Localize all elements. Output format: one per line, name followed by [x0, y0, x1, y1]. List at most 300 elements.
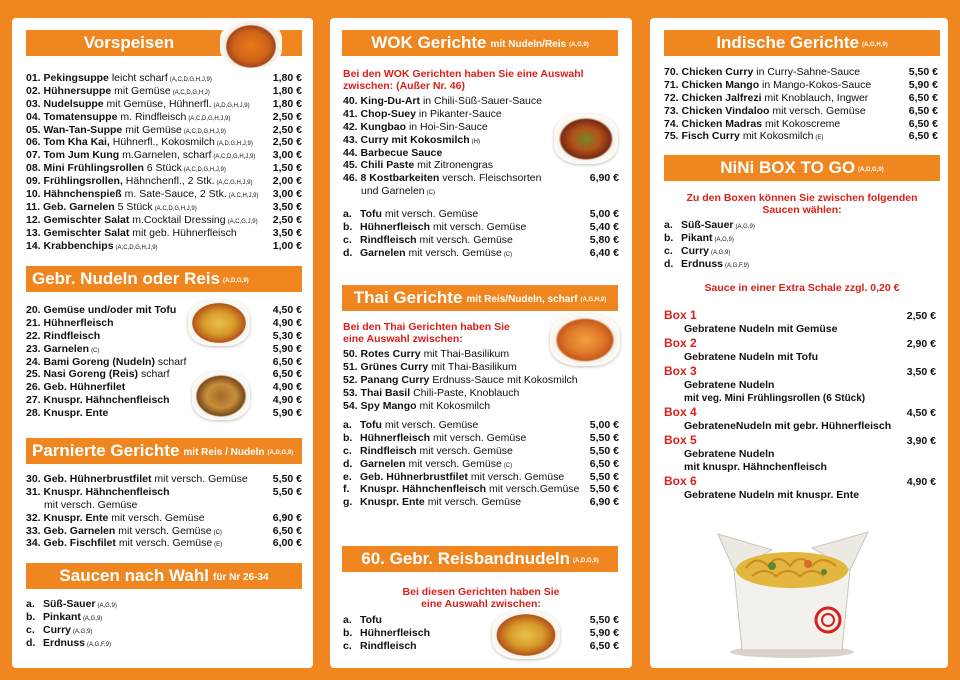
box-price: 4,90 €	[906, 476, 936, 488]
item-number: a.	[343, 614, 352, 626]
item-price: 2,00 €	[272, 175, 302, 188]
reisband-title: 60. Gebr. Reisbandnudeln	[361, 549, 571, 568]
menu-item-text	[343, 208, 585, 221]
menu-item-text	[343, 400, 585, 413]
thai-allergens: (A,G,H,9)	[580, 297, 607, 303]
item-number: 46.	[343, 172, 358, 185]
box-row	[664, 336, 936, 351]
noodle-plate-image	[188, 300, 250, 346]
item-number: c.	[664, 244, 673, 257]
menu-item-text	[26, 637, 226, 652]
wok-intro-1: Bei den WOK Gerichten haben Sie eine Auswahl	[343, 68, 584, 80]
item-price: 4,50 €	[272, 304, 302, 316]
menu-item-row	[343, 458, 619, 471]
reisband-intro-2: eine Auswahl zwischen:	[421, 598, 541, 610]
menu-item-row	[26, 317, 302, 330]
item-allergens: (A,G,9)	[714, 236, 734, 243]
menu-item-text	[343, 121, 585, 134]
item-description: und Garnelen	[361, 185, 425, 198]
menu-item-row	[343, 95, 619, 108]
item-price: 2,50 €	[272, 110, 302, 123]
item-description: mit versch. Gemüse	[772, 104, 866, 117]
box-row	[664, 433, 936, 448]
item-description: mit Gemüse	[114, 84, 171, 97]
item-number: 72.	[664, 91, 679, 104]
menu-item-text	[26, 227, 268, 240]
item-price: 1,80 €	[272, 84, 302, 97]
item-price: 6,50 €	[908, 130, 938, 143]
item-name: Rotes Curry	[360, 348, 421, 360]
menu-item-row	[343, 614, 619, 627]
menu-item-row	[343, 221, 619, 234]
item-number: 30.	[26, 473, 41, 485]
menu-item-text	[664, 92, 904, 105]
item-price: 6,90 €	[589, 172, 619, 185]
menu-item-row	[26, 486, 302, 499]
menu-item-text	[664, 118, 904, 131]
menu-item-row	[26, 473, 302, 486]
item-description: mit versch. Gemüse	[111, 511, 205, 524]
menu-item-text	[343, 419, 585, 432]
menu-item-row	[343, 172, 619, 185]
item-description: m. Rindfleisch	[120, 110, 187, 123]
middle-panel	[330, 18, 632, 668]
item-name: Erdnuss	[681, 257, 724, 270]
box-name: Box 4	[664, 405, 697, 419]
menu-item-row	[343, 400, 619, 413]
menu-item-row	[26, 525, 302, 538]
box-name: Box 6	[664, 474, 697, 488]
item-description: Erdnuss-Sauce mit Kokosmilch	[432, 373, 578, 386]
item-price: 5,90 €	[589, 626, 619, 639]
item-allergens: (A,C,D,G,H,J,9)	[183, 128, 226, 135]
indisch-title: Indische Gerichte	[716, 33, 859, 52]
thai-plate-image	[550, 314, 620, 366]
box-description: mit knuspr. Hähnchenfleisch	[684, 461, 827, 473]
item-number: 24.	[26, 355, 41, 368]
item-price: 6,90 €	[589, 496, 619, 509]
item-number: d.	[343, 246, 353, 259]
thai-title: Thai Gerichte	[353, 288, 463, 307]
item-name: Knuspr. Hähnchenfleisch	[360, 483, 487, 496]
thai-intro-2: eine Auswahl zwischen:	[343, 333, 463, 345]
menu-item-row	[26, 598, 226, 611]
menu-item-row	[26, 611, 226, 624]
reisband-intro	[343, 586, 619, 610]
item-description: mit Zitronengras	[417, 159, 493, 172]
item-allergens: (E)	[214, 542, 223, 549]
item-price: 1,50 €	[272, 162, 302, 175]
menu-item-row	[26, 512, 302, 525]
menu-item-row	[26, 343, 302, 356]
item-description: 6 Stück	[146, 162, 182, 175]
item-number: 12.	[26, 213, 41, 226]
item-price: 5,00 €	[589, 208, 619, 220]
item-number: b.	[343, 431, 353, 444]
item-number: 20.	[26, 304, 41, 316]
menu-item-row	[26, 537, 302, 550]
menu-item-text	[664, 130, 904, 145]
item-description: in Mango-Kokos-Sauce	[762, 78, 872, 91]
item-number: a.	[26, 598, 35, 610]
item-name: Grünes Curry	[360, 360, 429, 373]
item-allergens: (C)	[213, 529, 222, 536]
item-name: Knuspr. Hähnchenfleisch	[43, 485, 170, 498]
menu-item-row	[664, 118, 938, 131]
item-name: Geb. Hühnerbrustfilet	[43, 473, 152, 485]
item-number: 25.	[26, 368, 41, 381]
item-name: Geb. Fischfilet	[43, 537, 116, 550]
menu-item-text	[664, 105, 904, 118]
item-description: mit versch. Gemüse	[408, 457, 502, 470]
box-name: Box 2	[664, 336, 697, 350]
item-number: f.	[343, 483, 350, 496]
soup-bowl-image	[220, 20, 282, 68]
item-name: Chop-Suey	[360, 107, 416, 120]
menu-item-text	[664, 79, 904, 92]
menu-item-text	[343, 374, 585, 387]
menu-item-text	[26, 499, 268, 512]
item-name: Süß-Sauer	[43, 598, 96, 610]
item-description: mit geb. Hühnerfleisch	[132, 226, 237, 239]
menu-item-row	[343, 247, 619, 260]
nini-extra-text: Sauce in einer Extra Schale zzgl. 0,20 €	[704, 282, 900, 294]
item-price: 3,00 €	[272, 188, 302, 201]
box-description: Gebratene Nudeln	[684, 379, 775, 391]
menu-item-text	[343, 147, 585, 160]
indisch-header	[664, 30, 940, 56]
left-panel	[12, 18, 313, 668]
item-price: 6,40 €	[589, 246, 619, 259]
item-description: mit versch. Gemüse	[432, 431, 527, 444]
item-name: Barbecue Sauce	[360, 146, 443, 159]
menu-item-row	[26, 637, 226, 650]
item-allergens: (E)	[815, 135, 824, 142]
reisband-allergens: (A,D,G,9)	[573, 558, 599, 564]
item-name: Spy Mango	[360, 399, 417, 412]
item-name: King-Du-Art	[360, 95, 421, 107]
item-name: Tofu	[360, 419, 382, 431]
item-price: 5,50 €	[908, 66, 938, 78]
menu-item-row	[26, 201, 302, 214]
item-name: Pekingsuppe	[43, 72, 109, 84]
item-allergens: (A,C,D,G,H,J,9)	[188, 115, 231, 122]
item-number: 70.	[664, 66, 679, 78]
menu-item-row	[26, 356, 302, 369]
item-allergens: (A,C,D,G,H,J,9)	[154, 205, 197, 212]
item-number: d.	[26, 636, 36, 649]
item-number: b.	[343, 220, 353, 233]
item-price: 5,80 €	[589, 233, 619, 246]
menu-item-row	[664, 105, 938, 118]
item-price: 1,80 €	[272, 97, 302, 110]
item-price: 6,50 €	[589, 457, 619, 470]
item-number: 50.	[343, 348, 358, 360]
menu-item-text	[26, 356, 268, 369]
item-description: m. Sate-Sauce, 2 Stk.	[124, 188, 227, 201]
menu-item-row	[664, 92, 938, 105]
saucen-list	[26, 598, 226, 650]
wok-subtitle: mit Nudeln/Reis	[490, 39, 567, 50]
item-name: Panang Curry	[360, 373, 430, 386]
item-number: 28.	[26, 407, 41, 420]
menu-item-row	[343, 387, 619, 400]
item-number: 45.	[343, 159, 358, 172]
menu-item-row	[26, 162, 302, 175]
item-name: Gemischter Salat	[43, 226, 130, 239]
menu-item-text	[343, 471, 585, 484]
item-allergens: (C)	[503, 462, 513, 469]
nini-sauce-list	[664, 219, 864, 271]
menu-item-row	[26, 85, 302, 98]
nini-header	[664, 155, 940, 181]
item-number: d.	[664, 257, 674, 270]
item-price: 6,50 €	[272, 355, 302, 368]
item-allergens: (A,C,D,G,H,J,9)	[183, 167, 226, 174]
item-number: 04.	[26, 110, 41, 123]
saucen-header	[26, 563, 302, 589]
item-name: Chicken Vindaloo	[681, 104, 770, 117]
item-name: Tofu	[360, 614, 382, 626]
item-name: Curry	[43, 623, 72, 636]
right-panel	[650, 18, 948, 668]
menu-item-row	[664, 232, 864, 245]
item-number: 11.	[26, 200, 41, 213]
item-allergens: (C)	[503, 251, 513, 258]
menu-item-row	[26, 240, 302, 253]
menu-item-row	[343, 640, 619, 653]
item-number: 41.	[343, 107, 358, 120]
item-price: 5,50 €	[589, 483, 619, 496]
nini-allergens: (A,D,G,9)	[858, 167, 884, 173]
box-price: 4,50 €	[906, 407, 936, 419]
item-number: 03.	[26, 97, 41, 110]
item-description: versch. Fleischsorten	[442, 172, 542, 185]
menu-item-text	[343, 496, 585, 509]
item-number: 71.	[664, 78, 679, 91]
item-price: 3,00 €	[272, 149, 302, 162]
menu-item-text	[664, 258, 864, 273]
item-price: 4,90 €	[272, 316, 302, 329]
item-name: Gemischter Salat	[43, 213, 130, 226]
menu-item-row	[26, 149, 302, 162]
item-number: 02.	[26, 84, 41, 97]
item-name: Tom Jum Kung	[43, 149, 120, 162]
item-price: 1,00 €	[272, 239, 302, 252]
menu-item-row	[343, 483, 619, 496]
item-price: 5,30 €	[272, 329, 302, 342]
vorspeisen-list	[26, 72, 302, 252]
menu-item-row	[26, 214, 302, 227]
item-number: 54.	[343, 399, 358, 412]
item-price: 5,50 €	[272, 485, 302, 498]
menu-item-text	[664, 66, 904, 79]
item-allergens: (A,G,F,9)	[725, 262, 750, 269]
menu-item-text	[26, 240, 268, 255]
item-name: Garnelen	[360, 246, 406, 259]
wok-title: WOK Gerichte	[371, 33, 487, 52]
item-number: c.	[26, 623, 35, 636]
menu-item-row	[343, 185, 619, 198]
item-allergens: (A,C,H,J,9)	[228, 193, 259, 200]
menu-item-text	[26, 512, 268, 525]
item-description: mit versch. Gemüse	[44, 498, 138, 511]
item-allergens: (A,C,G,J,9)	[227, 218, 258, 225]
item-description: mit versch. Gemüse	[432, 220, 527, 233]
menu-item-row	[26, 188, 302, 201]
box-name: Box 1	[664, 308, 697, 322]
menu-item-text	[26, 486, 268, 499]
vorspeisen-title: Vorspeisen	[83, 33, 175, 52]
menu-item-text	[343, 159, 585, 172]
item-name: Frühlingsrollen,	[43, 175, 123, 188]
box-description: mit veg. Mini Frühlingsrollen (6 Stück)	[684, 393, 866, 404]
item-number: 08.	[26, 162, 41, 175]
reisband-intro-1: Bei diesen Gerichten haben Sie	[402, 586, 560, 598]
item-name: Hühnerfleisch	[360, 431, 431, 444]
item-number: 26.	[26, 381, 41, 394]
menu-item-row	[26, 111, 302, 124]
item-number: c.	[343, 639, 352, 652]
wok-allergens: (A,G,9)	[569, 42, 589, 48]
item-description: mit versch. Gemüse	[118, 537, 213, 550]
menu-item-row	[26, 175, 302, 188]
item-price: 6,50 €	[908, 104, 938, 117]
item-number: 27.	[26, 394, 41, 407]
item-description: in Hoi-Sin-Sauce	[408, 120, 488, 133]
menu-item-row	[343, 432, 619, 445]
box-description: Gebratene Nudeln mit knuspr. Ente	[684, 489, 860, 501]
item-description: mit versch. Gemüse	[408, 246, 502, 259]
item-number: e.	[343, 470, 352, 483]
item-number: 73.	[664, 104, 679, 117]
item-price: 4,90 €	[272, 394, 302, 407]
parnierte-list	[26, 473, 302, 550]
item-description: 5 Stück	[117, 200, 153, 213]
item-description: scharf	[140, 368, 170, 381]
nudeln-title: Gebr. Nudeln oder Reis	[32, 269, 220, 288]
reisband-list	[343, 614, 619, 653]
item-description: mit versch. Gemüse	[470, 470, 565, 483]
parnierte-allergens: (A,D,G,9)	[267, 450, 294, 456]
item-description: mit Knoblauch, Ingwer	[764, 91, 869, 104]
item-allergens: (C)	[91, 347, 100, 354]
menu-item-row	[26, 330, 302, 343]
item-price: 6,50 €	[908, 117, 938, 130]
menu-item-text	[343, 185, 585, 200]
menu-item-row	[26, 381, 302, 394]
item-name: Hühnerfleisch	[360, 626, 431, 639]
item-number: 22.	[26, 329, 41, 342]
menu-item-row	[26, 227, 302, 240]
item-name: Hühnerfleisch	[43, 316, 114, 329]
item-name: Rindfleisch	[43, 329, 101, 342]
item-description: mit Gemüse	[125, 123, 182, 136]
wok-intro-2: zwischen: (Außer Nr. 46)	[343, 80, 465, 92]
item-name: Hühnerfleisch	[360, 220, 431, 233]
nudeln-allergens: (A,D,G,9)	[223, 278, 249, 284]
item-number: 10.	[26, 188, 41, 201]
item-number: 21.	[26, 316, 41, 329]
item-price: 3,50 €	[272, 226, 302, 239]
item-allergens: (A,C,D,G,H,J,9)	[115, 244, 158, 251]
nudeln-header	[26, 266, 302, 292]
item-description: mit versch. Gemüse	[427, 496, 522, 509]
item-price: 6,00 €	[272, 537, 302, 550]
item-name: Gemüse und/oder mit Tofu	[43, 304, 177, 316]
item-name: Nudelsuppe	[43, 97, 104, 110]
item-name: Chicken Madras	[681, 117, 763, 130]
item-name: Mini Frühlingsrollen	[43, 162, 144, 175]
menu-item-row	[343, 374, 619, 387]
item-number: b.	[26, 610, 36, 623]
box-row	[664, 474, 936, 489]
box-price: 3,90 €	[906, 435, 936, 447]
item-name: Tomatensuppe	[43, 110, 118, 123]
item-allergens: (A,D,G,H,J,9)	[213, 102, 250, 109]
item-price: 5,90 €	[908, 78, 938, 91]
menu-item-row	[26, 98, 302, 111]
item-description: Chili-Paste, Knoblauch	[413, 386, 520, 399]
indisch-allergens: (A,G,H,9)	[862, 42, 888, 48]
menu-item-row	[664, 79, 938, 92]
item-number: 09.	[26, 175, 41, 188]
menu-item-row	[343, 496, 619, 509]
box-description: Gebratene Nudeln mit Tofu	[684, 351, 818, 363]
item-number: 42.	[343, 120, 358, 133]
item-name: Knuspr. Ente	[360, 496, 425, 509]
item-name: Bami Goreng (Nudeln)	[43, 355, 155, 368]
thai-intro-1: Bei den Thai Gerichten haben Sie	[343, 321, 510, 333]
reisband-header	[342, 546, 618, 572]
item-name: Chicken Jalfrezi	[681, 91, 762, 104]
menu-item-row	[26, 368, 302, 381]
item-number: a.	[343, 208, 352, 220]
wok-header	[342, 30, 618, 56]
box-row	[664, 308, 936, 323]
item-number: g.	[343, 496, 353, 509]
parnierte-title: Parnierte Gerichte	[32, 441, 180, 460]
item-price: 2,50 €	[272, 213, 302, 226]
box-row	[664, 405, 936, 420]
item-number: 44.	[343, 146, 358, 159]
item-description: leicht scharf	[111, 72, 168, 84]
item-description: Hähnchenfl., 2 Stk.	[125, 175, 215, 188]
item-number: 31.	[26, 485, 41, 498]
thai-header	[342, 285, 618, 311]
menu-item-text	[343, 387, 585, 400]
box-price: 3,50 €	[906, 366, 936, 378]
item-name: Tofu	[360, 208, 382, 220]
item-number: b.	[664, 231, 674, 244]
item-name: Pinkant	[43, 610, 81, 623]
nini-title: NiNi BOX TO GO	[720, 158, 856, 177]
item-description: mit versch. Gemüse	[154, 473, 248, 485]
item-allergens: (A,D,G,H,J,9)	[216, 141, 253, 148]
saucen-subtitle: für Nr 26-34	[213, 572, 269, 583]
wok-option-list	[343, 208, 619, 260]
item-allergens: (A,G,9)	[711, 249, 731, 256]
item-allergens: (A,G,9)	[82, 615, 103, 622]
item-name: Garnelen	[43, 342, 90, 355]
menu-item-row	[343, 208, 619, 221]
item-price: 6,50 €	[272, 524, 302, 537]
rice-plate-image	[192, 372, 250, 420]
item-allergens: (A,C,D,G,H,J)	[172, 89, 210, 96]
item-number: 06.	[26, 136, 41, 149]
parnierte-subtitle: mit Reis / Nudeln	[183, 447, 265, 458]
nudeln-list	[26, 304, 302, 420]
